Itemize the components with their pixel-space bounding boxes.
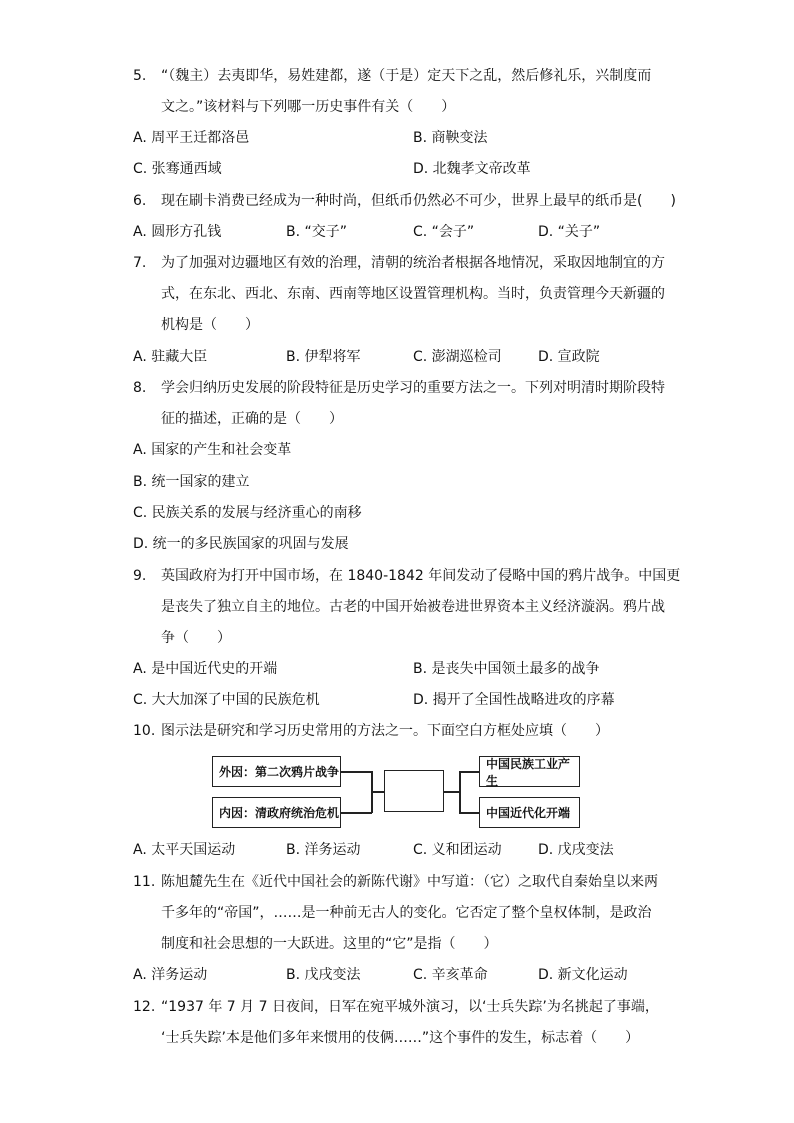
question-5-number: 5.	[133, 68, 147, 84]
question-6-option-b[interactable]: B. “交子”	[286, 224, 348, 240]
question-10-stem-line-1: 图示法是研究和学习历史常用的方法之一。下面空白方框处应填（ ）	[161, 723, 609, 739]
diagram-box-external-cause: 外因：第二次鸦片战争	[212, 756, 341, 787]
question-11-option-b[interactable]: B. 戊戌变法	[286, 967, 361, 983]
question-10-number: 10.	[133, 723, 156, 739]
question-11-option-a[interactable]: A. 洋务运动	[133, 967, 208, 983]
question-9-stem-line-1: 英国政府为打开中国市场，在 1840-1842 年间发动了侵略中国的鸦片战争。中国更	[161, 568, 681, 584]
question-6-option-d[interactable]: D. “关子”	[538, 224, 601, 240]
question-12-stem-line-1: “1937 年 7 月 7 日夜间，日军在宛平城外演习，以‘士兵失踪’为名挑起了事端，	[161, 999, 659, 1015]
diagram-box-national-industry: 中国民族工业产生	[479, 756, 580, 787]
question-8-stem-line-2: 征的描述，正确的是（ ）	[161, 411, 343, 427]
question-6-stem-line-1: 现在刷卡消费已经成为一种时尚，但纸币仍然必不可少，世界上最早的纸币是( )	[161, 193, 676, 209]
question-9-option-c[interactable]: C. 大大加深了中国的民族危机	[133, 692, 320, 708]
question-7-option-d[interactable]: D. 宣政院	[538, 349, 600, 365]
question-11-option-c[interactable]: C. 辛亥革命	[413, 967, 488, 983]
question-7-option-c[interactable]: C. 澎湖巡检司	[413, 349, 502, 365]
question-8-option-a[interactable]: A. 国家的产生和社会变革	[133, 442, 292, 458]
question-7-option-b[interactable]: B. 伊犁将军	[286, 349, 361, 365]
question-8-number: 8.	[133, 380, 147, 396]
question-12-number: 12.	[133, 999, 156, 1015]
question-5-option-c[interactable]: C. 张骞通西域	[133, 161, 222, 177]
question-7-option-a[interactable]: A. 驻藏大臣	[133, 349, 208, 365]
question-12-stem-line-2: ‘士兵失踪’本是他们多年来惯用的伎俩……”这个事件的发生，标志着（ ）	[161, 1030, 640, 1046]
question-10-option-d[interactable]: D. 戊戌变法	[538, 842, 614, 858]
question-5-stem-line-1: “（魏主）去夷即华，易姓建都，遂（于是）定天下之乱，然后修礼乐，兴制度而	[161, 68, 652, 84]
diagram-box-internal-cause: 内因：清政府统治危机	[212, 797, 341, 828]
question-9-stem-line-3: 争（ ）	[161, 630, 231, 646]
question-8-option-b[interactable]: B. 统一国家的建立	[133, 474, 250, 490]
question-5-stem-line-2: 文之。”该材料与下列哪一历史事件有关（ ）	[161, 99, 456, 115]
question-7-stem-line-1: 为了加强对边疆地区有效的治理，清朝的统治者根据各地情况，采取因地制宜的方	[161, 255, 665, 271]
diagram-connector	[341, 812, 372, 814]
question-5-option-a[interactable]: A. 周平王迁都洛邑	[133, 130, 250, 146]
diagram-connector	[444, 791, 459, 793]
question-6-number: 6.	[133, 193, 147, 209]
question-8-option-d[interactable]: D. 统一的多民族国家的巩固与发展	[133, 536, 349, 552]
diagram-box-modernization-start: 中国近代化开端	[479, 797, 580, 828]
question-8-stem-line-1: 学会归纳历史发展的阶段特征是历史学习的重要方法之一。下列对明清时期阶段特	[161, 380, 665, 396]
question-9-stem-line-2: 是丧失了独立自主的地位。古老的中国开始被卷进世界资本主义经济漩涡。鸦片战	[161, 599, 665, 615]
question-7-stem-line-3: 机构是（ ）	[161, 317, 259, 333]
diagram-connector	[459, 812, 479, 814]
question-5-option-d[interactable]: D. 北魏孝文帝改革	[413, 161, 531, 177]
question-7-number: 7.	[133, 255, 147, 271]
question-11-number: 11.	[133, 874, 156, 890]
diagram-connector	[459, 771, 461, 813]
question-11-option-d[interactable]: D. 新文化运动	[538, 967, 628, 983]
diagram-connector	[459, 771, 479, 773]
question-11-stem-line-2: 千多年的“帝国”，……是一种前无古人的变化。它否定了整个皇权体制，是政治	[161, 905, 652, 921]
question-6-option-a[interactable]: A. 圆形方孔钱	[133, 224, 222, 240]
question-10-option-b[interactable]: B. 洋务运动	[286, 842, 361, 858]
diagram-connector	[371, 791, 384, 793]
question-9-number: 9.	[133, 568, 147, 584]
diagram-connector	[341, 771, 372, 773]
question-11-stem-line-3: 制度和社会思想的一大跃进。这里的“它”是指（ ）	[161, 936, 498, 952]
question-11-stem-line-1: 陈旭麓先生在《近代中国社会的新陈代谢》中写道：（它）之取代自秦始皇以来两	[161, 874, 658, 890]
question-6-option-c[interactable]: C. “会子”	[413, 224, 475, 240]
question-9-option-d[interactable]: D. 揭开了全国性战略进攻的序幕	[413, 692, 615, 708]
question-9-option-a[interactable]: A. 是中国近代史的开端	[133, 661, 278, 677]
question-7-stem-line-2: 式，在东北、西北、东南、西南等地区设置管理机构。当时，负责管理今天新疆的	[161, 286, 665, 302]
question-8-option-c[interactable]: C. 民族关系的发展与经济重心的南移	[133, 505, 362, 521]
question-10-option-c[interactable]: C. 义和团运动	[413, 842, 502, 858]
question-10-option-a[interactable]: A. 太平天国运动	[133, 842, 236, 858]
question-9-option-b[interactable]: B. 是丧失中国领土最多的战争	[413, 661, 600, 677]
diagram-box-blank	[384, 770, 444, 812]
question-5-option-b[interactable]: B. 商鞅变法	[413, 130, 488, 146]
